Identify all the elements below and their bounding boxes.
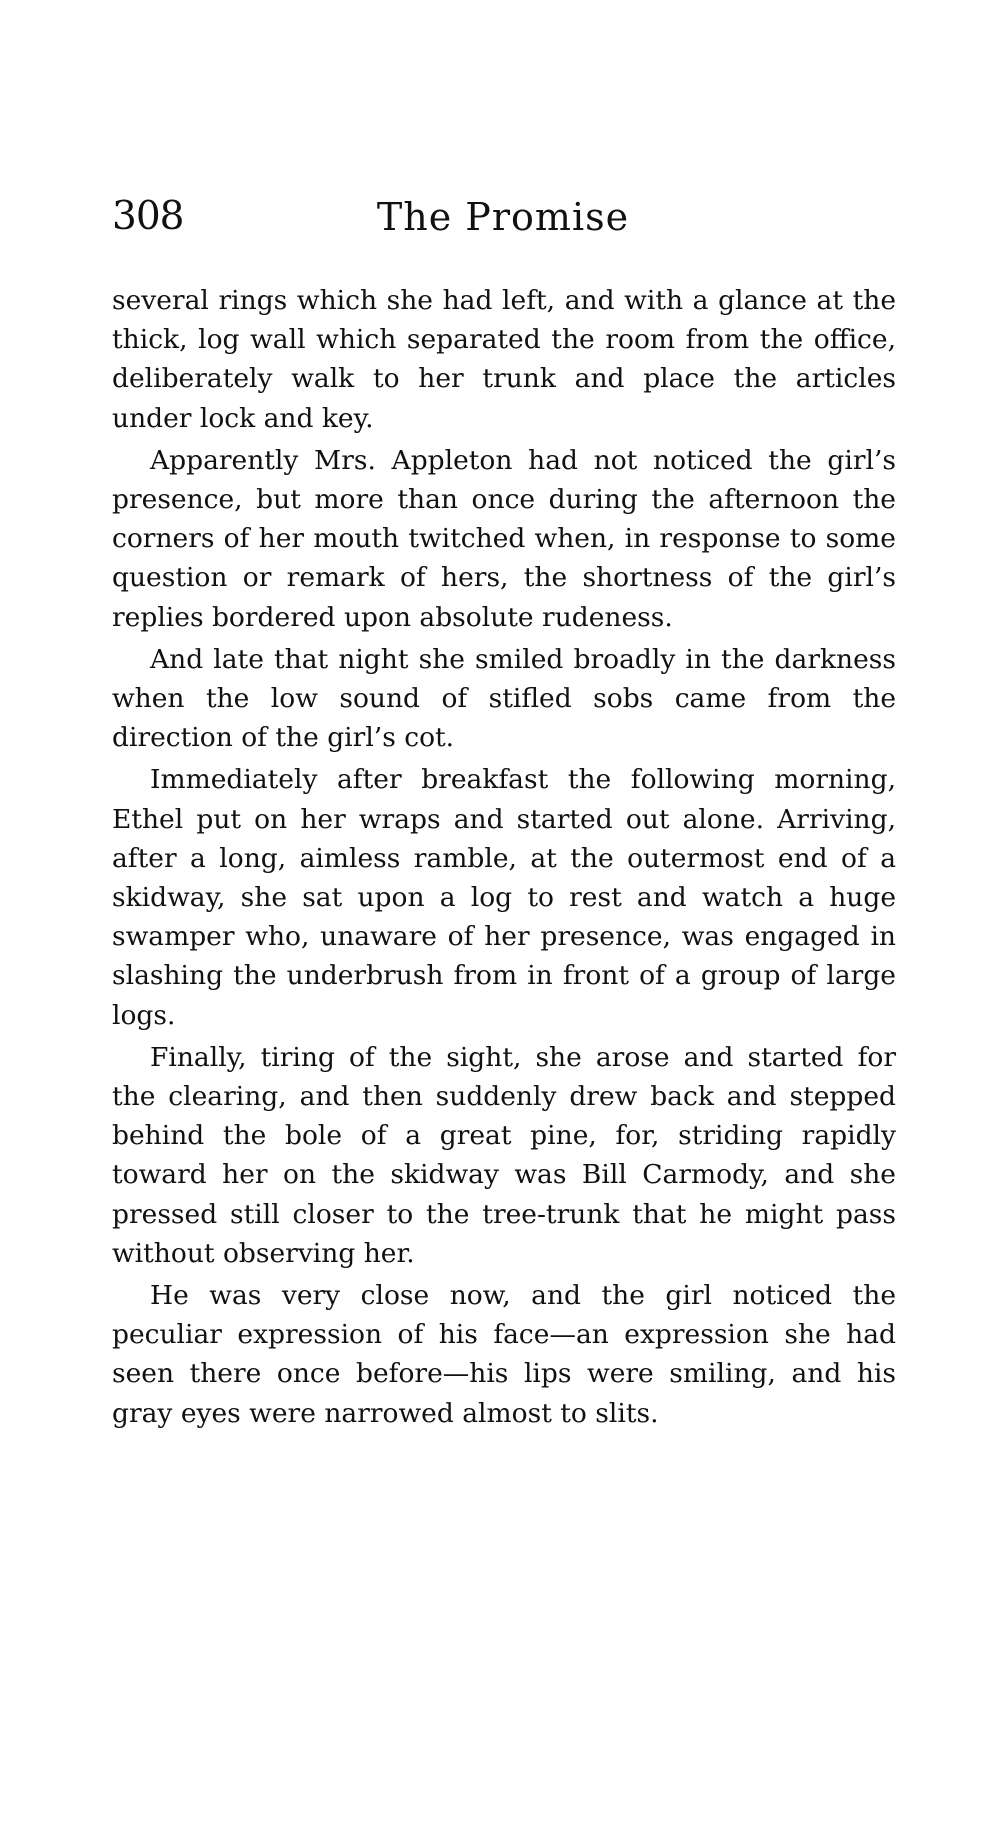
paragraph-1: several rings which she had left, and with a glance at the thick, log wall which separated the room from the office, deliberately walk to her trunk and place the articles under lock and key.: [112, 285, 896, 434]
paragraph-6: He was very close now, and the girl noticed the peculiar expression of his face—an expression she had seen there once before—his lips were smiling, and his gray eyes were narrowed almost to slits.: [112, 1280, 896, 1429]
paragraph-4: Immediately after breakfast the following morning, Ethel put on her wraps and started out alone. Arriving, after a long, aimless ramble, at the outermost end of a skidway, she sat upon a log to rest and watch a huge swamper who, unaware of her presence, was engaged in slashing the underbrush from in front of a group of large logs.: [112, 764, 896, 1031]
page-number: 308: [112, 194, 184, 239]
running-head: [112, 192, 902, 242]
paragraph-3: And late that night she smiled broadly in the darkness when the low sound of stifled sobs came from the direction of the girl’s cot.: [112, 643, 896, 754]
running-title: The Promise: [376, 195, 630, 239]
body-text: [112, 281, 896, 1433]
paragraph-5: Finally, tiring of the sight, she arose and started for the clearing, and then suddenly drew back and stepped behind the bole of a great pine, for, striding rapidly toward her on the skidway was Bill Carmody, and she pressed still closer to the tree-trunk that he might pass without observing her.: [112, 1041, 896, 1269]
paragraph-2: Apparently Mrs. Appleton had not noticed the girl’s presence, but more than once during the afternoon the corners of her mouth twitched when, in response to some question or remark of hers, the shortness of the girl’s replies bordered upon absolute rudeness.: [112, 444, 896, 633]
